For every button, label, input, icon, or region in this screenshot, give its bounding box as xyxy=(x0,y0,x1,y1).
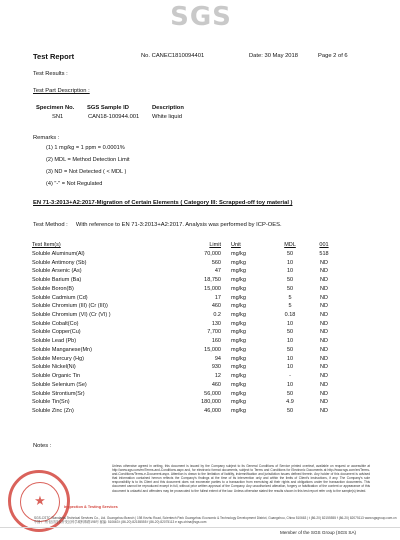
unit-cell: mg/kg xyxy=(231,399,246,406)
specimen-description: White liquid xyxy=(152,114,182,120)
limit-cell: 180,000 xyxy=(201,399,221,406)
table-row xyxy=(32,390,341,399)
result-cell: ND xyxy=(320,329,328,336)
result-cell: ND xyxy=(320,364,328,371)
result-cell: ND xyxy=(320,407,328,414)
mdl-cell: 4.9 xyxy=(286,399,294,406)
limit-cell: 70,000 xyxy=(204,251,221,257)
test-item-cell: Soluble Chromium (VI) (Cr (VI) ) xyxy=(32,312,111,319)
table-row xyxy=(32,372,341,381)
table-row xyxy=(32,285,341,294)
test-item-cell: Soluble Nickel(Ni) xyxy=(32,364,76,371)
result-cell: ND xyxy=(320,373,328,380)
test-item-cell: Soluble Strontium(Sr) xyxy=(32,390,85,397)
sgs-logo: SGS xyxy=(170,2,232,32)
mdl-cell: 5 xyxy=(288,303,292,310)
limit-cell: 460 xyxy=(211,381,221,388)
result-cell: ND xyxy=(320,320,328,327)
mdl-cell: 10 xyxy=(286,259,294,266)
report-number: No. CANEC1810094401 xyxy=(141,53,205,59)
limit-cell: 17 xyxy=(214,294,221,301)
limit-cell: 18,750 xyxy=(204,277,221,284)
limit-cell: 460 xyxy=(211,303,221,310)
test-item-cell: Soluble Boron(B) xyxy=(32,285,74,292)
result-cell: ND xyxy=(320,338,328,345)
unit-cell: mg/kg xyxy=(231,346,246,353)
result-cell: ND xyxy=(320,303,328,310)
mdl-cell: 50 xyxy=(286,329,294,336)
mdl-cell: 10 xyxy=(286,381,294,388)
unit-cell: mg/kg xyxy=(231,320,246,327)
table-row xyxy=(32,337,341,346)
unit-cell: mg/kg xyxy=(231,381,246,388)
table-row xyxy=(32,250,341,259)
notes-label: Notes : xyxy=(33,443,52,449)
test-item-cell: Soluble Antimony (Sb) xyxy=(32,259,87,266)
limit-cell: 94 xyxy=(214,355,221,362)
limit-cell: 160 xyxy=(211,338,221,345)
result-cell: ND xyxy=(320,399,328,406)
mdl-cell: 10 xyxy=(286,268,294,275)
test-item-cell: Soluble Copper(Cu) xyxy=(32,329,81,336)
terms-fine-print: Unless otherwise agreed in writing, this document is issued by the Company subject to its General Conditions of Service printed overleaf, available on request or accessible at http://www.sgs.com/en/Terms-and-Conditions.aspx and, for electronic format documents, subject to Terms and Conditions for Electronic Documents at http://www.sgs.com/en/Terms-and-Conditions/Terms-e-Document.aspx. Attention is drawn to the limitation of liability, indemnification and jurisdiction issues defined therein. Any holder of this document is advised that information contained hereon reflects the Company's findings at the time of its intervention only and within the limits of Client's instructions, if any. The Company's sole responsibility is to its Client and this document does not exonerate parties to a transaction from exercising all their rights and obligations under the transaction documents. This document cannot be reproduced except in full, without prior written approval of the Company. Any unauthorized alteration, forgery or falsification of the content or appearance of this document is unlawful and offenders may be prosecuted to the fullest extent of the law. Unless otherwise stated the results shown in this test report refer only to the sample(s) tested. xyxy=(112,464,370,493)
member-line: Member of the SGS Group (SGS SA) xyxy=(280,530,357,535)
remark-item: (4) "-" = Not Regulated xyxy=(46,181,103,187)
mdl-cell: 0.18 xyxy=(284,312,296,319)
limit-cell: 0.2 xyxy=(213,312,221,319)
test-part-description-label: Test Part Description : xyxy=(33,88,90,94)
mdl-cell: 50 xyxy=(286,251,294,257)
unit-cell: mg/kg xyxy=(231,303,246,310)
address-line-en: SGS-CSTC Standards Technical Services Co., Ltd. Guangzhou Branch | 198 Kezhu Road, Scientech Park Guangzhou Economic & Technology Development District, Guangzhou, China 510663 | t (86-20) 82155555 f (86-20) 82075113 www.sgsgroup.com.cn xyxy=(34,516,397,520)
table-row xyxy=(32,398,341,407)
result-cell: ND xyxy=(320,268,328,275)
col-unit: Unit xyxy=(231,242,241,248)
remarks-label: Remarks : xyxy=(33,135,60,141)
address-block xyxy=(34,516,397,525)
report-title: Test Report xyxy=(33,52,75,61)
limit-cell: 12 xyxy=(214,373,221,380)
test-item-cell: Soluble Cadmium (Cd) xyxy=(32,294,88,301)
table-row xyxy=(32,302,341,311)
mdl-cell: 50 xyxy=(286,390,294,397)
table-row xyxy=(32,311,341,320)
test-item-cell: Soluble Barium (Ba) xyxy=(32,277,82,284)
test-item-cell: Soluble Manganese(Mn) xyxy=(32,346,92,353)
mdl-cell: 10 xyxy=(286,364,294,371)
unit-cell: mg/kg xyxy=(231,355,246,362)
test-item-cell: Soluble Zinc (Zn) xyxy=(32,407,74,414)
limit-cell: 560 xyxy=(211,259,221,266)
result-cell: 518 xyxy=(319,251,329,257)
mdl-cell: 50 xyxy=(286,285,294,292)
col-result-001: 001 xyxy=(319,242,329,248)
result-cell: ND xyxy=(320,277,328,284)
unit-cell: mg/kg xyxy=(231,364,246,371)
col-mdl: MDL xyxy=(284,242,296,248)
section-title: EN 71-3:2013+A2:2017-Migration of Certain Elements ( Category III: Scrapped-off toy material ) xyxy=(33,200,293,206)
test-item-cell: Soluble Aluminum(Al) xyxy=(32,251,85,257)
mdl-cell: 10 xyxy=(286,338,294,345)
table-row xyxy=(32,355,341,364)
unit-cell: mg/kg xyxy=(231,259,246,266)
address-line-cn: 中国·广州·经济技术开发区科学城科珠路198号 邮编: 510663 t (86-20) 82155555 f (86-20) 82075113 e sgs.china@sgs.com xyxy=(34,520,207,525)
page-number: Page 2 of 6 xyxy=(318,53,348,59)
specimen-header-no: Specimen No. xyxy=(36,105,75,111)
unit-cell: mg/kg xyxy=(231,312,246,319)
unit-cell: mg/kg xyxy=(231,277,246,284)
unit-cell: mg/kg xyxy=(231,294,246,301)
mdl-cell: - xyxy=(289,373,291,380)
report-date: Date: 30 May 2018 xyxy=(249,53,298,59)
results-header-row xyxy=(32,240,341,250)
footer-divider xyxy=(0,527,400,528)
limit-cell: 46,000 xyxy=(204,407,221,414)
mdl-cell: 50 xyxy=(286,277,294,284)
test-item-cell: Soluble Organic Tin xyxy=(32,373,80,380)
limit-cell: 15,000 xyxy=(204,285,221,292)
col-test-item: Test Item(s) xyxy=(32,242,61,248)
unit-cell: mg/kg xyxy=(231,285,246,292)
result-cell: ND xyxy=(320,312,328,319)
mdl-cell: 10 xyxy=(286,320,294,327)
test-item-cell: Soluble Lead (Pb) xyxy=(32,338,77,345)
result-cell: ND xyxy=(320,355,328,362)
table-row xyxy=(32,294,341,303)
unit-cell: mg/kg xyxy=(231,373,246,380)
result-cell: ND xyxy=(320,390,328,397)
test-results-label: Test Results : xyxy=(33,71,68,77)
mdl-cell: 5 xyxy=(288,294,292,301)
table-row xyxy=(32,328,341,337)
mdl-cell: 10 xyxy=(286,355,294,362)
mdl-cell: 50 xyxy=(286,407,294,414)
remark-item: (3) ND = Not Detected ( < MDL ) xyxy=(46,169,127,175)
specimen-no: SN1 xyxy=(52,114,64,120)
test-item-cell: Soluble Selenium (Se) xyxy=(32,381,87,388)
unit-cell: mg/kg xyxy=(231,329,246,336)
limit-cell: 7,700 xyxy=(207,329,221,336)
table-row xyxy=(32,267,341,276)
table-row xyxy=(32,407,341,416)
col-limit: Limit xyxy=(209,242,221,248)
specimen-header-id: SGS Sample ID xyxy=(87,105,129,111)
test-item-cell: Soluble Arsenic (As) xyxy=(32,268,82,275)
table-row xyxy=(32,259,341,268)
test-method-label: Test Method : xyxy=(33,222,68,228)
table-row xyxy=(32,276,341,285)
remark-item: (2) MDL = Method Detection Limit xyxy=(46,157,130,163)
limit-cell: 130 xyxy=(211,320,221,327)
result-cell: ND xyxy=(320,381,328,388)
test-item-cell: Soluble Cobalt(Co) xyxy=(32,320,79,327)
table-row xyxy=(32,381,341,390)
mdl-cell: 50 xyxy=(286,346,294,353)
result-cell: ND xyxy=(320,294,328,301)
table-row xyxy=(32,346,341,355)
test-item-cell: Soluble Tin(Sn) xyxy=(32,399,70,406)
result-cell: ND xyxy=(320,285,328,292)
specimen-header-description: Description xyxy=(152,105,184,111)
table-row xyxy=(32,363,341,372)
unit-cell: mg/kg xyxy=(231,268,246,275)
remark-item: (1) 1 mg/kg = 1 ppm = 0.0001% xyxy=(46,145,125,151)
test-item-cell: Soluble Chromium (III) (Cr (III)) xyxy=(32,303,108,310)
test-method xyxy=(33,222,282,228)
stamp-caption: Inspection & Testing Services xyxy=(64,505,118,509)
unit-cell: mg/kg xyxy=(231,390,246,397)
limit-cell: 47 xyxy=(214,268,221,275)
star-icon: ★ xyxy=(34,493,46,508)
result-cell: ND xyxy=(320,346,328,353)
specimen-sample-id: CAN18-100944.001 xyxy=(88,114,140,120)
limit-cell: 930 xyxy=(211,364,221,371)
table-row xyxy=(32,320,341,329)
unit-cell: mg/kg xyxy=(231,338,246,345)
test-method-text: With reference to EN 71-3:2013+A2:2017. Analysis was performed by ICP-OES. xyxy=(75,222,282,228)
unit-cell: mg/kg xyxy=(231,407,246,414)
test-item-cell: Soluble Mercury (Hg) xyxy=(32,355,84,362)
limit-cell: 56,000 xyxy=(204,390,221,397)
result-cell: ND xyxy=(320,259,328,266)
results-table xyxy=(32,240,341,416)
unit-cell: mg/kg xyxy=(231,251,246,257)
limit-cell: 15,000 xyxy=(204,346,221,353)
